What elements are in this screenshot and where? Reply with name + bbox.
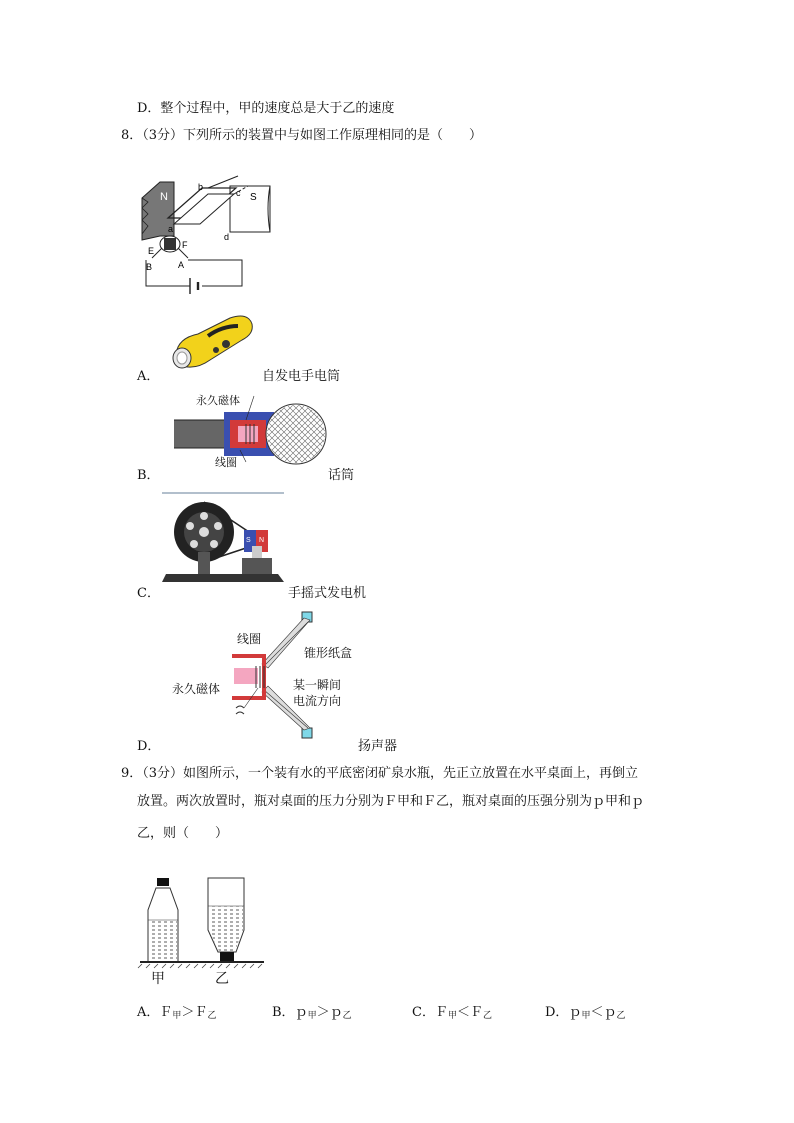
gen-s-label: S <box>246 537 251 544</box>
q8-option-a-caption: 自发电手电筒 <box>262 369 341 384</box>
svg-text:E: E <box>148 246 155 256</box>
speaker-current-label: 电流方向 <box>293 694 342 708</box>
q9-stem-line3: 乙，则（ ） <box>137 826 229 841</box>
microphone-diagram <box>170 390 330 480</box>
q8-stem: 8．（3分）下列所示的装置中与如图工作原理相同的是（ ） <box>121 128 483 143</box>
microphone-magnet-label: 永久磁体 <box>196 394 240 407</box>
svg-text:A: A <box>178 260 185 270</box>
svg-text:B: B <box>146 262 153 272</box>
q8-option-d-letter: D． <box>137 739 161 754</box>
hand-generator-image <box>160 490 286 590</box>
q8-option-c-caption: 手摇式发电机 <box>288 586 367 601</box>
bottle-yi-label: 乙 <box>215 971 229 987</box>
label-n: N <box>160 191 168 203</box>
speaker-cone-label: 锥形纸盒 <box>304 646 353 660</box>
q8-option-d-caption: 扬声器 <box>358 739 398 754</box>
q8-option-b-letter: B． <box>137 468 160 483</box>
microphone-coil-label: 线圈 <box>215 456 237 469</box>
speaker-magnet-label: 永久磁体 <box>172 682 221 696</box>
q9-stem-line1: 9．（3分）如图所示，一个装有水的平底密闭矿泉水瓶，先正立放置在水平桌面上，再倒立 <box>121 766 639 781</box>
svg-text:d: d <box>224 232 230 242</box>
q9-stem-line2: 放置。两次放置时，瓶对桌面的压力分别为Ｆ甲和Ｆ乙，瓶对桌面的压强分别为ｐ甲和ｐ <box>137 794 645 809</box>
flashlight-image <box>168 308 258 378</box>
q9-option-c: C．Ｆ$_甲$＜Ｆ$_乙$ <box>412 1005 493 1021</box>
q8-option-a-letter: A． <box>137 369 160 384</box>
bottle-jia-label: 甲 <box>151 971 165 987</box>
q8-option-b-caption: 话筒 <box>328 468 355 483</box>
speaker-instant-label: 某一瞬间 <box>293 678 342 692</box>
q7-option-d: D．整个过程中，甲的速度总是大于乙的速度 <box>137 101 395 116</box>
q9-option-a: A．Ｆ$_甲$＞Ｆ$_乙$ <box>137 1005 217 1021</box>
q8-main-figure <box>138 178 278 298</box>
svg-text:a: a <box>168 224 174 234</box>
q9-option-b: B．ｐ$_甲$＞ｐ$_乙$ <box>272 1005 352 1021</box>
speaker-coil-label: 线圈 <box>237 632 262 646</box>
gen-n-label: N <box>259 537 265 544</box>
svg-text:c: c <box>236 188 241 198</box>
q9-option-d: D．ｐ$_甲$＜ｐ$_乙$ <box>545 1005 626 1021</box>
q8-option-c-letter: C． <box>137 586 160 601</box>
svg-text:S: S <box>250 192 257 203</box>
svg-text:F: F <box>182 240 188 250</box>
svg-text:b: b <box>198 182 204 192</box>
